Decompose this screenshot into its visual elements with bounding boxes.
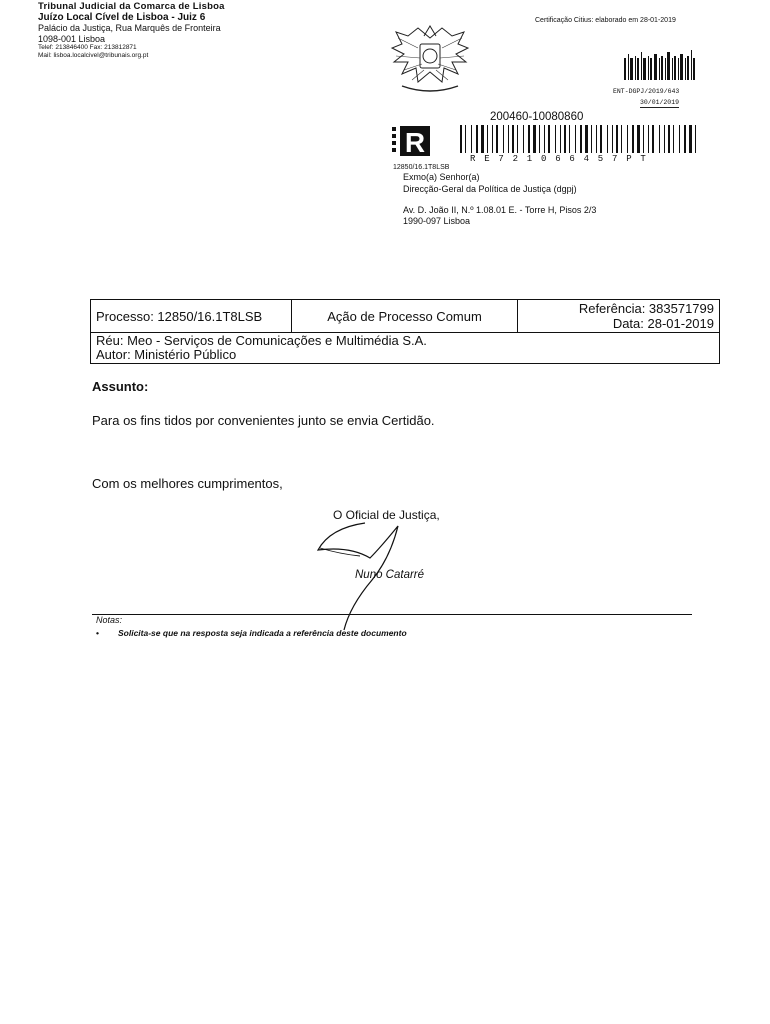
barcode-bar (695, 125, 696, 153)
note-item (96, 628, 407, 638)
closing-line: Com os melhores cumprimentos, (92, 476, 283, 491)
signer-name: Nuno Catarré (355, 569, 425, 581)
barcode-bar (668, 125, 670, 153)
barcode-bar (596, 125, 597, 153)
barcode-bar (512, 125, 514, 153)
case-reference-small: 12850/16.1T8LSB (393, 164, 450, 171)
barcode-bar (664, 125, 665, 153)
subject-label: Assunto: (92, 379, 149, 394)
barcode-bar (689, 125, 692, 153)
barcode-bar (517, 125, 518, 153)
barcode-bar (533, 125, 536, 153)
coat-of-arms-icon (388, 18, 472, 98)
recipient-salutation: Exmo(a) Senhor(a) (403, 172, 480, 182)
court-name: Tribunal Judicial da Comarca de Lisboa (38, 1, 225, 12)
barcode-bar (569, 125, 570, 153)
barcode-icon (622, 44, 697, 82)
barcode-bar (492, 125, 493, 153)
recipient-street: Av. D. João II, N.º 1.08.01 E. - Torre H, Pisos 2/3 (403, 205, 597, 215)
barcode-bar (621, 125, 622, 153)
barcode-number: RE721066457PT (470, 154, 655, 164)
court-phone: Telef: 213846400 Fax: 213812871 (38, 44, 137, 51)
court-postal: 1098-001 Lisboa (38, 33, 106, 44)
entry-date: 30/01/2019 (640, 99, 680, 106)
barcode-bar (591, 125, 592, 153)
recipient-name: Direcção-Geral da Política de Justiça (dgpj) (403, 184, 577, 194)
barcode-bar (632, 125, 634, 153)
registry-number: 200460-10080860 (490, 111, 584, 123)
reference-number: Referência: 383571799 (578, 301, 714, 316)
barcode-bar (496, 125, 498, 153)
note-text: Solicita-se que na resposta seja indicada a referência deste documento (118, 628, 407, 638)
barcode-bar (643, 125, 644, 153)
recipient-block (403, 171, 577, 195)
document-date: Data: 28-01-2019 (612, 316, 714, 331)
note-bullet: • (96, 628, 99, 638)
court-address: Palácio da Justiça, Rua Marquês de Fronteira (38, 23, 221, 33)
barcode-bar (544, 125, 545, 153)
barcode-bar (684, 125, 686, 153)
barcode-bar (585, 125, 588, 153)
barcode-bar (564, 125, 566, 153)
barcode-bar (648, 125, 649, 153)
barcode-bar (679, 125, 680, 153)
process-table (90, 299, 720, 364)
barcode-bar (575, 125, 576, 153)
parties-cell (91, 333, 720, 364)
defendant: Réu: Meo - Serviços de Comunicações e Multimédia S.A. (96, 333, 427, 348)
barcode-bar (673, 125, 674, 153)
registered-mail-barcode-icon (460, 125, 703, 153)
barcode-bar (476, 125, 478, 153)
barcode-bar (627, 125, 628, 153)
signer-role: O Oficial de Justiça, (333, 508, 440, 522)
process-number: Processo: 12850/16.1T8LSB (91, 300, 292, 333)
barcode-bar (523, 125, 524, 153)
barcode-bar (508, 125, 509, 153)
court-section: Juízo Local Cível de Lisboa - Juiz 6 (38, 11, 206, 23)
barcode-bar (607, 125, 608, 153)
registered-mail-logo-letter: R (404, 127, 426, 156)
barcode-bar (555, 125, 556, 153)
barcode-bar (580, 125, 582, 153)
barcode-bar (652, 125, 654, 153)
plaintiff: Autor: Ministério Público (96, 347, 237, 362)
entry-number: ENT-DGPJ/2019/643 (613, 88, 680, 95)
barcode-bar (481, 125, 484, 153)
barcode-bar (528, 125, 530, 153)
barcode-bar (465, 125, 466, 153)
barcode-bar (487, 125, 488, 153)
barcode-bar (612, 125, 613, 153)
reference-cell (518, 300, 720, 333)
barcode-bar (548, 125, 550, 153)
recipient-postal: 1990-097 Lisboa (403, 216, 471, 226)
barcode-bar (560, 125, 561, 153)
barcode-bar (539, 125, 540, 153)
barcode-bar (659, 125, 660, 153)
registered-mail-logo-icon (392, 126, 432, 156)
barcode-bar (616, 125, 618, 153)
body-paragraph: Para os fins tidos por convenientes junto se envia Certidão. (92, 413, 435, 428)
court-mail: Mail: lisboa.localcivel@tribunais.org.pt (38, 52, 149, 59)
court-header (38, 2, 225, 60)
barcode-bar (600, 125, 602, 153)
notes-divider (92, 614, 692, 615)
barcode-bar (503, 125, 504, 153)
barcode-bar (460, 125, 462, 153)
action-type: Ação de Processo Comum (292, 300, 518, 333)
barcode-bar (637, 125, 640, 153)
recipient-address (403, 205, 596, 227)
barcode-bar (471, 125, 472, 153)
certification-text: Certificação Citius: elaborado em 28-01-2019 (535, 17, 676, 24)
notes-label: Notas: (96, 615, 123, 625)
